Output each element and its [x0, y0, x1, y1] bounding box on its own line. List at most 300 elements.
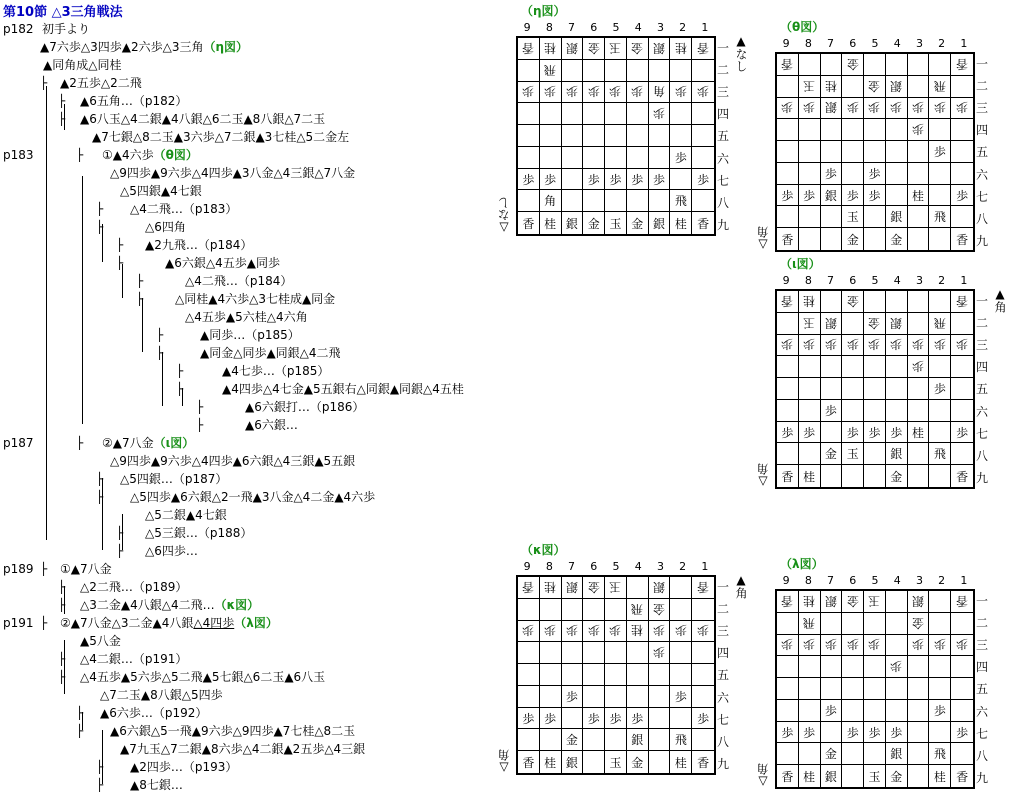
board-cell	[692, 169, 714, 191]
board-cell	[649, 38, 671, 60]
board-cell	[627, 686, 649, 708]
board-cell	[929, 98, 951, 120]
board-cell	[821, 356, 843, 378]
shogi-piece: 香	[781, 593, 794, 608]
board-cell	[670, 147, 692, 169]
shogi-piece: 金	[890, 769, 903, 784]
board-cell	[842, 422, 864, 444]
branch-mark: ├	[156, 346, 164, 360]
board-cell	[886, 635, 908, 657]
board-cell	[518, 147, 540, 169]
board-cell	[627, 621, 649, 643]
board-cell	[540, 169, 562, 191]
shogi-piece: 歩	[846, 637, 859, 652]
shogi-piece: 飛	[803, 615, 816, 630]
board-cell	[864, 335, 886, 357]
rank-labels: 一 二 三 四 五 六 七 八 九	[975, 293, 988, 486]
move-line: △5四歩▲6六銀△2一飛▲3八金△4二金▲4六歩	[130, 490, 376, 504]
shogi-piece: 銀	[912, 593, 925, 608]
board-cell	[692, 147, 714, 169]
board-cell	[799, 356, 821, 378]
shogi-piece: 銀	[653, 216, 666, 231]
shogi-piece: 金	[824, 447, 837, 462]
shogi-piece: 銀	[824, 593, 837, 608]
shogi-piece: 桂	[912, 425, 925, 440]
board-cell	[799, 206, 821, 228]
board-cell	[908, 422, 930, 444]
move-line: ▲6八玉△4二銀▲4八銀△6二玉▲8八銀△7二玉	[80, 112, 326, 126]
move-line: ▲2五歩△2二飛	[60, 76, 142, 90]
shogi-piece: 玉	[803, 315, 816, 330]
board-cell	[670, 190, 692, 212]
board-cell	[908, 206, 930, 228]
board-cell	[929, 591, 951, 613]
shogi-piece: 飛	[631, 601, 644, 616]
shogi-piece: 香	[781, 56, 794, 71]
move-line: ①▲7八金	[60, 562, 112, 576]
board-cell	[583, 169, 605, 191]
board-cell	[799, 700, 821, 722]
board-cell	[886, 613, 908, 635]
shogi-piece: 金	[824, 747, 837, 762]
board-cell	[583, 212, 605, 234]
shogi-piece: 歩	[956, 725, 969, 740]
board-cell	[540, 664, 562, 686]
board-cell	[929, 335, 951, 357]
board-cell	[670, 664, 692, 686]
board-cell	[929, 422, 951, 444]
shogi-piece: 歩	[933, 337, 946, 352]
board-cell	[540, 642, 562, 664]
board-cell	[929, 313, 951, 335]
shogi-piece: 歩	[587, 623, 600, 638]
board-cell	[908, 765, 930, 787]
board-cell	[562, 82, 584, 104]
shogi-piece: 銀	[890, 315, 903, 330]
board-cell	[540, 599, 562, 621]
board-cell	[864, 765, 886, 787]
board-cell	[605, 577, 627, 599]
board-cell	[777, 378, 799, 400]
board-cell	[842, 141, 864, 163]
move-line: △7二玉▲8八銀△5四歩	[100, 688, 223, 702]
shogi-piece: 玉	[609, 579, 622, 594]
board-cell	[886, 765, 908, 787]
shogi-piece: 桂	[544, 579, 557, 594]
shogi-piece: 歩	[868, 637, 881, 652]
shogi-piece: 歩	[933, 637, 946, 652]
branch-mark: ├	[116, 526, 124, 540]
board-cell	[777, 335, 799, 357]
shogi-piece: 桂	[544, 40, 557, 55]
board-cell	[908, 635, 930, 657]
board-cell	[886, 722, 908, 744]
board-cell	[518, 169, 540, 191]
shogi-piece: 銀	[890, 78, 903, 93]
shogi-board	[775, 589, 975, 789]
board-cell	[583, 190, 605, 212]
board-cell	[842, 206, 864, 228]
board-cell	[518, 125, 540, 147]
board-cell	[649, 577, 671, 599]
shogi-piece: 歩	[653, 172, 666, 187]
board-cell	[799, 722, 821, 744]
board-cell	[951, 743, 973, 765]
board-cell	[540, 125, 562, 147]
board-cell	[929, 722, 951, 744]
move-line: △4二飛…（p184）	[185, 274, 293, 288]
branch-mark: ├	[96, 202, 104, 216]
board-cell	[821, 98, 843, 120]
tree-connector	[102, 730, 103, 784]
board-cell	[842, 765, 864, 787]
shogi-piece: 歩	[956, 100, 969, 115]
board-cell	[670, 103, 692, 125]
branch-mark: ├	[116, 544, 124, 558]
board-cell	[692, 686, 714, 708]
board-cell	[562, 599, 584, 621]
shogi-piece: 飛	[933, 210, 946, 225]
board-cell	[821, 465, 843, 487]
board-cell	[908, 291, 930, 313]
board-cell	[605, 190, 627, 212]
shogi-piece: 歩	[933, 100, 946, 115]
board-cell	[929, 228, 951, 250]
branch-mark: ├	[116, 238, 124, 252]
board-cell	[951, 400, 973, 422]
board-cell	[929, 743, 951, 765]
shogi-piece: 桂	[674, 216, 687, 231]
board-cell	[951, 98, 973, 120]
shogi-piece: 金	[653, 601, 666, 616]
board-cell	[951, 422, 973, 444]
shogi-piece: 桂	[803, 769, 816, 784]
board-cell	[518, 60, 540, 82]
board-cell	[777, 700, 799, 722]
board-cell	[692, 642, 714, 664]
shogi-piece: 歩	[868, 100, 881, 115]
board-cell	[605, 38, 627, 60]
shogi-piece: 玉	[868, 769, 881, 784]
shogi-piece: 歩	[587, 711, 600, 726]
board-cell	[670, 212, 692, 234]
shogi-piece: 香	[781, 232, 794, 247]
shogi-piece: 歩	[781, 188, 794, 203]
board-cell	[692, 125, 714, 147]
board-cell	[605, 621, 627, 643]
shogi-piece: 銀	[824, 100, 837, 115]
shogi-piece: 飛	[933, 315, 946, 330]
board-cell	[627, 125, 649, 147]
tree-connector	[64, 640, 65, 694]
shogi-piece: 金	[587, 40, 600, 55]
shogi-piece: 歩	[868, 725, 881, 740]
board-cell	[627, 708, 649, 730]
shogi-piece: 歩	[912, 122, 925, 137]
shogi-piece: 歩	[631, 711, 644, 726]
board-cell	[583, 125, 605, 147]
shogi-piece: 香	[956, 56, 969, 71]
shogi-piece: 歩	[824, 637, 837, 652]
branch-mark: ├	[58, 598, 66, 612]
shogi-piece: 歩	[824, 703, 837, 718]
board-cell	[929, 119, 951, 141]
move-line: △9四歩▲9六歩△4四歩▲6六銀△4三銀▲5五銀	[110, 454, 356, 468]
board-cell	[864, 656, 886, 678]
board-cell	[692, 751, 714, 773]
board-cell	[540, 212, 562, 234]
shogi-piece: 歩	[631, 84, 644, 99]
board-cell	[777, 141, 799, 163]
shogi-piece: 飛	[933, 747, 946, 762]
board-cell	[886, 98, 908, 120]
board-cell	[605, 599, 627, 621]
move-line: △5二銀▲4七銀	[145, 508, 227, 522]
board-cell	[799, 163, 821, 185]
board-cell	[886, 356, 908, 378]
shogi-piece: 金	[868, 78, 881, 93]
board-cell	[799, 465, 821, 487]
shogi-piece: 歩	[522, 711, 535, 726]
board-cell	[821, 700, 843, 722]
shogi-piece: 飛	[544, 62, 557, 77]
board-cell	[540, 190, 562, 212]
board-cell	[799, 378, 821, 400]
board-cell	[951, 443, 973, 465]
board-cell	[562, 125, 584, 147]
move-line: ▲7七銀△8二玉▲3六歩△7二銀▲3七桂△5二金左	[92, 130, 350, 144]
shogi-piece: 歩	[890, 725, 903, 740]
move-line: △3二金▲4八銀△4二飛…（κ図）	[80, 598, 260, 612]
shogi-piece: 桂	[803, 593, 816, 608]
board-cell	[540, 708, 562, 730]
board-cell	[799, 185, 821, 207]
board-cell	[799, 678, 821, 700]
board-cell	[627, 751, 649, 773]
shogi-piece: 金	[890, 469, 903, 484]
board-cell	[886, 422, 908, 444]
move-line: △2二飛…（p189）	[80, 580, 188, 594]
board-cell	[951, 76, 973, 98]
board-label: （ι図）	[780, 257, 821, 271]
shogi-piece: 歩	[544, 623, 557, 638]
gote-hand: △角	[756, 226, 770, 252]
board-cell	[821, 228, 843, 250]
board-cell	[562, 103, 584, 125]
board-cell	[649, 190, 671, 212]
board-cell	[842, 228, 864, 250]
tree-connector	[142, 298, 143, 352]
move-line: ▲6六歩…（p192）	[100, 706, 208, 720]
file-labels: 9 8 7 6 5 4 3 2 1	[523, 21, 709, 34]
board-cell	[951, 228, 973, 250]
board-cell	[864, 163, 886, 185]
tree-connector	[102, 224, 103, 262]
board-cell	[821, 76, 843, 98]
rank-labels: 一 二 三 四 五 六 七 八 九	[975, 56, 988, 249]
board-cell	[627, 642, 649, 664]
branch-mark: ├	[76, 436, 84, 450]
shogi-piece: 歩	[674, 689, 687, 704]
board-cell	[842, 656, 864, 678]
board-cell	[583, 729, 605, 751]
board-cell	[583, 147, 605, 169]
board-cell	[518, 708, 540, 730]
shogi-piece: 金	[631, 755, 644, 770]
shogi-piece: 歩	[846, 337, 859, 352]
board-label: （η図）	[521, 4, 566, 18]
branch-mark: ├	[58, 112, 66, 126]
board-cell	[777, 54, 799, 76]
board-cell	[777, 119, 799, 141]
board-cell	[649, 147, 671, 169]
board-cell	[540, 577, 562, 599]
move-line: ▲2四歩…（p193）	[130, 760, 238, 774]
branch-mark: ├	[96, 472, 104, 486]
move-line: ▲同角成△同桂	[43, 58, 122, 72]
board-cell	[692, 82, 714, 104]
board-cell	[929, 443, 951, 465]
board-cell	[821, 54, 843, 76]
board-cell	[908, 656, 930, 678]
move-line: ②▲7八金△3二金▲4八銀△4四歩（λ図）	[60, 616, 278, 630]
move-line: △4五歩▲5六歩△5二飛▲5七銀△6二玉▲6八玉	[80, 670, 326, 684]
file-labels: 9 8 7 6 5 4 3 2 1	[782, 574, 968, 587]
shogi-piece: 歩	[890, 100, 903, 115]
shogi-piece: 玉	[803, 78, 816, 93]
board-cell	[929, 54, 951, 76]
move-line: △5四銀▲4七銀	[120, 184, 202, 198]
board-cell	[583, 38, 605, 60]
board-cell	[842, 163, 864, 185]
shogi-piece: 歩	[846, 188, 859, 203]
board-cell	[627, 38, 649, 60]
board-cell	[842, 98, 864, 120]
board-cell	[951, 591, 973, 613]
board-cell	[562, 147, 584, 169]
board-cell	[605, 169, 627, 191]
shogi-piece: 歩	[609, 172, 622, 187]
board-cell	[908, 378, 930, 400]
board-cell	[518, 621, 540, 643]
board-cell	[886, 141, 908, 163]
branch-mark: ├	[96, 220, 104, 234]
board-cell	[540, 621, 562, 643]
shogi-piece: 歩	[565, 623, 578, 638]
board-cell	[821, 743, 843, 765]
board-cell	[777, 185, 799, 207]
shogi-piece: 歩	[803, 637, 816, 652]
board-cell	[562, 577, 584, 599]
board-cell	[842, 76, 864, 98]
board-cell	[692, 103, 714, 125]
board-cell	[908, 76, 930, 98]
board-cell	[951, 54, 973, 76]
board-cell	[951, 635, 973, 657]
board-cell	[951, 656, 973, 678]
board-cell	[562, 169, 584, 191]
move-line: ▲8七銀…	[130, 778, 183, 792]
board-cell	[692, 577, 714, 599]
board-cell	[886, 591, 908, 613]
branch-mark: ├	[58, 94, 66, 108]
board-cell	[842, 635, 864, 657]
board-cell	[908, 119, 930, 141]
shogi-piece: 歩	[890, 659, 903, 674]
shogi-piece: 歩	[781, 637, 794, 652]
move-line: ▲7九玉△7二銀▲8六歩△4二銀▲2五歩△4三銀	[120, 742, 366, 756]
board-cell	[799, 98, 821, 120]
board-cell	[821, 185, 843, 207]
move-line: ▲6六銀打…（p186）	[245, 400, 365, 414]
board-cell	[777, 228, 799, 250]
move-line: ▲5八金	[80, 634, 121, 648]
shogi-piece: 歩	[674, 84, 687, 99]
board-cell	[864, 313, 886, 335]
tree-connector	[64, 586, 65, 614]
shogi-piece: 香	[697, 40, 710, 55]
board-cell	[929, 378, 951, 400]
shogi-piece: 歩	[522, 623, 535, 638]
board-cell	[649, 212, 671, 234]
board-cell	[540, 729, 562, 751]
board-cell	[562, 642, 584, 664]
move-line: △4二飛…（p183）	[130, 202, 238, 216]
board-cell	[886, 378, 908, 400]
board-cell	[518, 664, 540, 686]
shogi-piece: 金	[631, 40, 644, 55]
shogi-piece: 歩	[803, 425, 816, 440]
board-cell	[518, 599, 540, 621]
board-cell	[649, 686, 671, 708]
board-cell	[864, 291, 886, 313]
shogi-piece: 香	[697, 216, 710, 231]
board-cell	[583, 686, 605, 708]
board-cell	[562, 729, 584, 751]
shogi-piece: 歩	[587, 84, 600, 99]
board-cell	[799, 591, 821, 613]
board-cell	[605, 686, 627, 708]
board-cell	[929, 635, 951, 657]
shogi-piece: 桂	[674, 40, 687, 55]
gote-hand: △角	[497, 749, 511, 775]
board-cell	[886, 400, 908, 422]
rank-labels: 一 二 三 四 五 六 七 八 九	[716, 40, 729, 233]
shogi-piece: 歩	[956, 425, 969, 440]
board-cell	[864, 465, 886, 487]
tree-connector	[64, 104, 65, 130]
board-cell	[864, 54, 886, 76]
board-cell	[929, 356, 951, 378]
board-cell	[908, 743, 930, 765]
shogi-piece: 金	[846, 293, 859, 308]
move-line: ▲同金△同歩▲同銀△4二飛	[200, 346, 341, 360]
tree-connector	[46, 86, 47, 540]
shogi-piece: 飛	[674, 733, 687, 748]
shogi-piece: 歩	[912, 100, 925, 115]
board-cell	[670, 125, 692, 147]
figure-ref: （λ図）	[234, 616, 278, 630]
board-cell	[692, 190, 714, 212]
shogi-piece: 歩	[522, 172, 535, 187]
board-cell	[908, 700, 930, 722]
board-cell	[842, 54, 864, 76]
branch-mark: ├	[76, 724, 84, 738]
board-cell	[929, 76, 951, 98]
board-cell	[670, 686, 692, 708]
board-cell	[864, 743, 886, 765]
board-cell	[929, 465, 951, 487]
